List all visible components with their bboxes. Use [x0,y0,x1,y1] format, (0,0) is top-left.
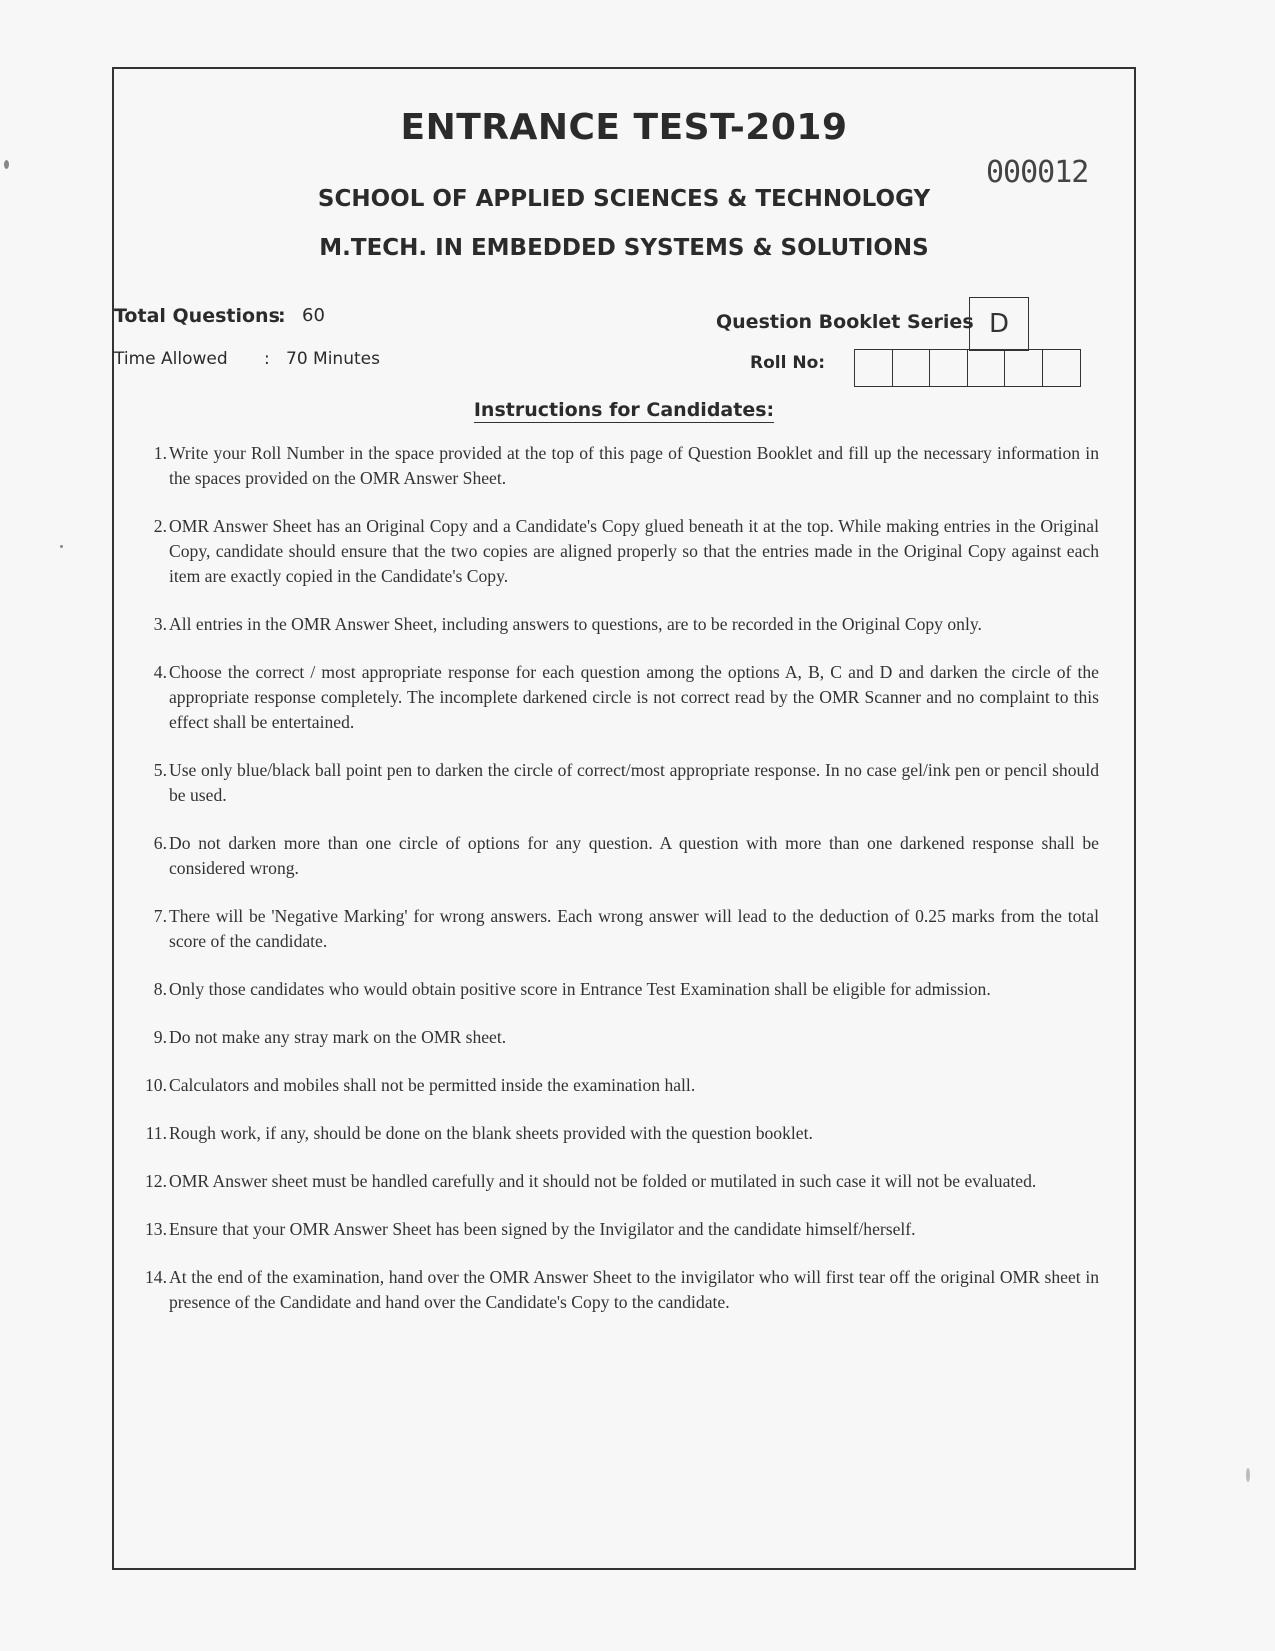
roll-no-boxes[interactable] [854,349,1081,387]
instruction-item [139,758,1099,808]
instruction-item [139,1169,1099,1194]
instruction-number: 9. [153,1027,167,1047]
instruction-text: OMR Answer sheet must be handled carefully and it should not be folded or mutilated in such case it will not be evaluated. [169,1171,1037,1191]
scan-speck [1246,1468,1250,1482]
instruction-text: Write your Roll Number in the space provided at the top of this page of Question Booklet and fill up the necessary information in the spaces provided on the OMR Answer Sheet. [169,443,1099,488]
total-questions-separator: : [278,305,286,327]
instruction-number: 1. [153,443,167,463]
instruction-number: 14. [145,1267,167,1287]
instruction-number: 4. [153,662,167,682]
instruction-text: All entries in the OMR Answer Sheet, including answers to questions, are to be recorded in the Original Copy only. [169,614,982,634]
instruction-number: 7. [153,906,167,926]
instructions-heading-text: Instructions for Candidates: [473,399,775,421]
total-questions-value: 60 [302,305,325,326]
serial-number: 000012 [986,155,1089,190]
booklet-series-label: Question Booklet Series [716,311,974,333]
school-name: SCHOOL OF APPLIED SCIENCES & TECHNOLOGY [317,186,931,212]
instruction-number: 11. [145,1123,167,1143]
instruction-item [139,977,1099,1002]
roll-no-digit-box[interactable] [968,350,1006,386]
instruction-number: 3. [153,614,167,634]
instruction-text: OMR Answer Sheet has an Original Copy and a Candidate's Copy glued beneath it at the top. While making entries in the Original Copy, candidate should ensure that the two copies are aligned properly so that the entries made in the Original Copy against each item are exactly copied in the Candidate's Copy. [169,516,1099,586]
roll-no-digit-box[interactable] [1043,350,1081,386]
instruction-item [139,1217,1099,1242]
roll-no-digit-box[interactable] [1005,350,1043,386]
instructions-heading [114,399,1134,421]
instruction-text: Do not darken more than one circle of options for any question. A question with more than one darkened response shall be considered wrong. [169,833,1099,878]
instruction-number: 6. [153,833,167,853]
instruction-number: 10. [145,1075,167,1095]
instruction-item [139,441,1099,491]
instruction-item [139,514,1099,589]
page-title: ENTRANCE TEST-2019 [400,107,848,148]
instruction-item [139,1265,1099,1315]
instruction-item [139,1025,1099,1050]
instruction-item [139,1073,1099,1098]
instruction-item [139,1121,1099,1146]
roll-no-digit-box[interactable] [893,350,931,386]
instruction-text: Only those candidates who would obtain positive score in Entrance Test Examination shall be eligible for admission. [169,979,991,999]
instructions-list [139,441,1099,1338]
instruction-text: Use only blue/black ball point pen to darken the circle of correct/most appropriate response. In no case gel/ink pen or pencil should be used. [169,760,1099,805]
instruction-text: Ensure that your OMR Answer Sheet has been signed by the Invigilator and the candidate himself/herself. [169,1219,916,1239]
total-questions-label: Total Questions [114,305,280,327]
instruction-item [139,612,1099,637]
time-allowed-label: Time Allowed [114,349,228,369]
instruction-number: 13. [145,1219,167,1239]
booklet-series-box: D [969,297,1029,351]
course-name: M.TECH. IN EMBEDDED SYSTEMS & SOLUTIONS [319,235,929,261]
instruction-number: 2. [153,516,167,536]
roll-no-digit-box[interactable] [930,350,968,386]
instruction-text: There will be 'Negative Marking' for wrong answers. Each wrong answer will lead to the deduction of 0.25 marks from the total score of the candidate. [169,906,1099,951]
instruction-item [139,831,1099,881]
instruction-item [139,660,1099,735]
instruction-text: Choose the correct / most appropriate response for each question among the options A, B, C and D and darken the circle of the appropriate response completely. The incomplete darkened circle is not correct read by the OMR Scanner and no complaint to this effect shall be entertained. [169,662,1099,732]
instruction-number: 12. [145,1171,167,1191]
page-frame [112,67,1136,1570]
roll-no-digit-box[interactable] [855,350,893,386]
time-allowed-value: 70 Minutes [286,349,380,369]
scan-speck [60,545,63,548]
instruction-text: Rough work, if any, should be done on the blank sheets provided with the question booklet. [169,1123,813,1143]
instruction-text: Calculators and mobiles shall not be permitted inside the examination hall. [169,1075,696,1095]
scan-speck [4,160,9,169]
roll-no-label: Roll No: [750,353,826,373]
instruction-text: At the end of the examination, hand over the OMR Answer Sheet to the invigilator who will first tear off the original OMR sheet in presence of the Candidate and hand over the Candidate's Copy to the candidate. [169,1267,1099,1312]
instruction-number: 5. [153,760,167,780]
instruction-text: Do not make any stray mark on the OMR sheet. [169,1027,507,1047]
instruction-item [139,904,1099,954]
time-allowed-separator: : [264,349,270,369]
instruction-number: 8. [153,979,167,999]
